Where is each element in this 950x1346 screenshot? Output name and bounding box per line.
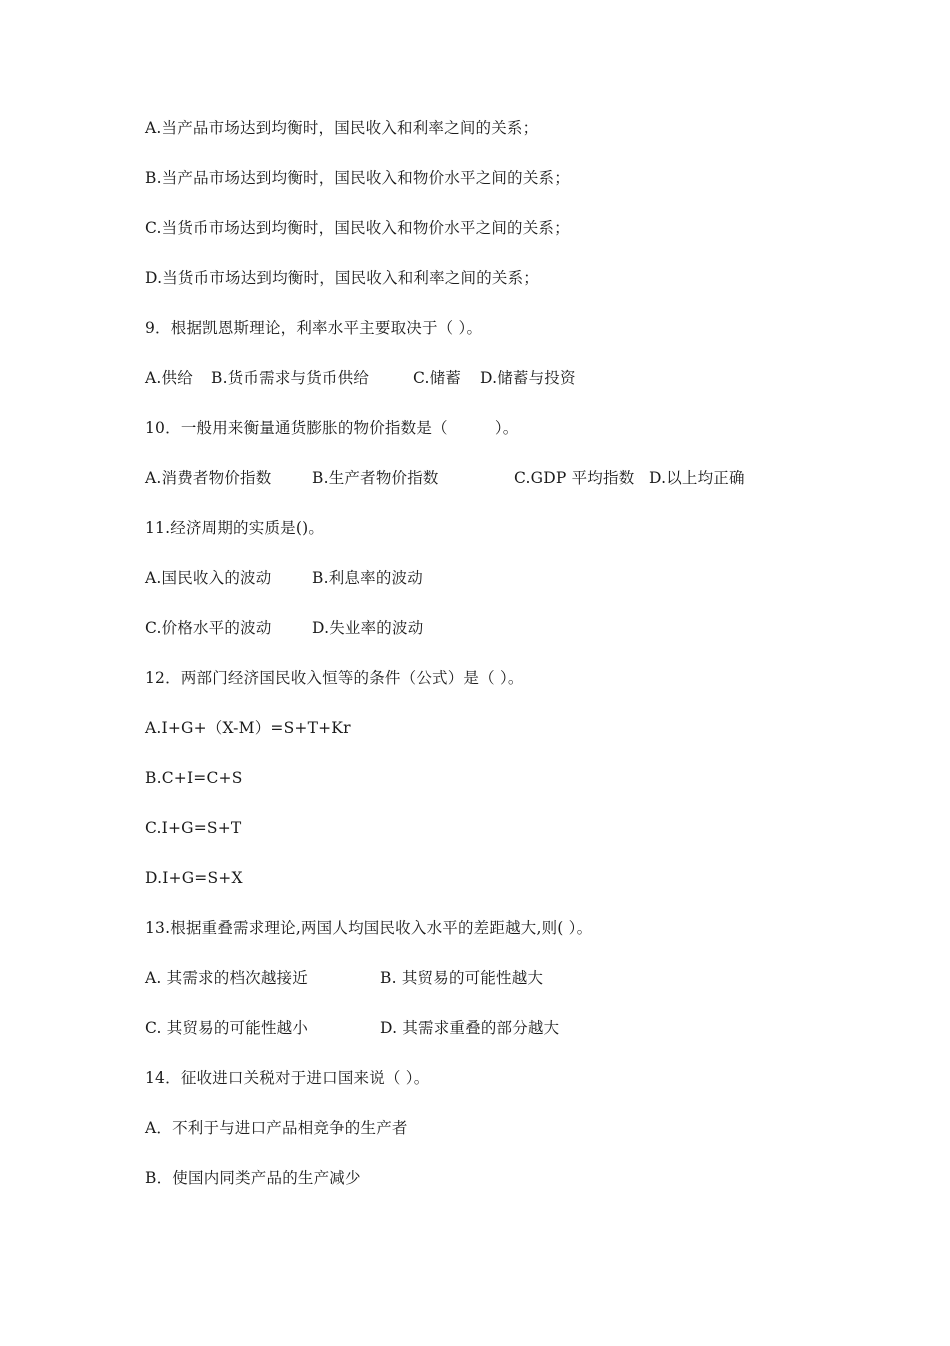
q11-option-c: C.价格水平的波动 [145,619,272,637]
q12-option-a: A.I+G+（X-M）=S+T+Kr [145,719,351,737]
q9-option-d: D.储蓄与投资 [480,369,576,387]
q11-option-d: D.失业率的波动 [312,619,424,637]
q10-option-b: B.生产者物价指数 [312,469,439,487]
q10-stem: 10．一般用来衡量通货膨胀的物价指数是（ ）。 [145,419,519,437]
q9-option-c: C.储蓄 [413,369,462,387]
q8-option-b: B.当产品市场达到均衡时，国民收入和物价水平之间的关系； [145,169,570,187]
q11-option-b: B.利息率的波动 [312,569,423,587]
q8-option-d: D.当货币市场达到均衡时，国民收入和利率之间的关系； [145,269,540,287]
q13-option-d: D. 其需求重叠的部分越大 [380,1019,560,1037]
q10-option-a: A.消费者物价指数 [145,469,272,487]
q9-options [145,366,845,390]
q14-option-b: B．使国内同类产品的生产减少 [145,1169,361,1187]
q13-option-b: B. 其贸易的可能性越大 [380,969,544,987]
q9-option-b: B.货币需求与货币供给 [211,369,370,387]
q12-option-b: B.C+I=C+S [145,769,243,787]
q11-options-row1 [145,566,845,590]
q11-stem: 11.经济周期的实质是()。 [145,519,325,537]
q8-option-c: C.当货币市场达到均衡时，国民收入和物价水平之间的关系； [145,219,570,237]
q10-options [145,466,845,490]
q14-option-a: A．不利于与进口产品相竞争的生产者 [145,1119,408,1137]
q13-option-c: C. 其贸易的可能性越小 [145,1019,309,1037]
q10-option-c: C.GDP 平均指数 [514,469,635,487]
q11-options-row2 [145,616,845,640]
q13-options-row1 [145,966,845,990]
q9-option-a: A.供给 [145,369,193,387]
q12-option-c: C.I+G=S+T [145,819,242,837]
q12-stem: 12．两部门经济国民收入恒等的条件（公式）是（ ）。 [145,669,524,687]
q13-option-a: A. 其需求的档次越接近 [145,969,308,987]
q14-stem: 14．征收进口关税对于进口国来说（ ）。 [145,1069,430,1087]
q13-stem: 13.根据重叠需求理论,两国人均国民收入水平的差距越大,则( ）。 [145,919,593,937]
q12-option-d: D.I+G=S+X [145,869,243,887]
q10-option-d: D.以上均正确 [649,469,745,487]
q9-stem: 9．根据凯恩斯理论，利率水平主要取决于（ ）。 [145,319,483,337]
q13-options-row2 [145,1016,845,1040]
q11-option-a: A.国民收入的波动 [145,569,272,587]
q8-option-a: A.当产品市场达到均衡时，国民收入和利率之间的关系； [145,119,539,137]
